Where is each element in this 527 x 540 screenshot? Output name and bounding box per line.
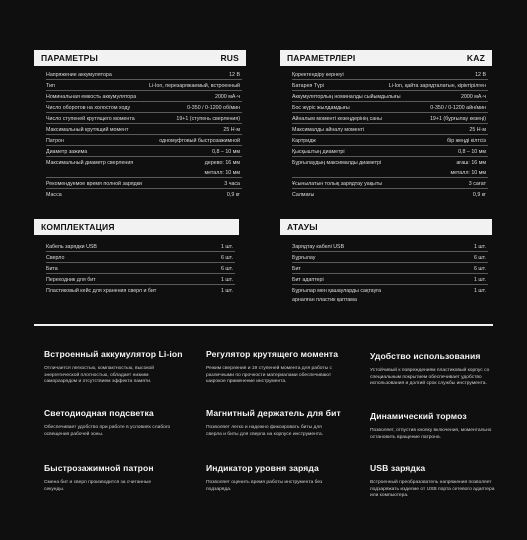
spec-row (34, 104, 246, 113)
spec-value: 19+1 (бұрғылау кезеңі) (429, 116, 486, 122)
spec-value: 12 В (475, 72, 486, 78)
spec-row (34, 169, 246, 178)
feature-desc: Позволяет легко и надежно фиксировать биты для сверла и биты для сверла на корпусе инструмента. (206, 425, 324, 437)
spec-row (34, 93, 246, 102)
kit-kaz-title: АТАУЫ (287, 222, 318, 232)
feature-desc: Смена бит и сверл производится за считанные секунды. (44, 480, 152, 492)
spec-row (280, 104, 492, 113)
spec-value: 0-350 / 0-1200 айн/мин (430, 105, 486, 111)
specs-kaz-title: ПАРАМЕТРЛЕРІ (287, 53, 356, 63)
kit-label: Бит (292, 266, 301, 272)
section-divider (34, 324, 493, 326)
feature-desc: Отличается легкостью, компактностью, высокой энергетической плотностью, обладает низким саморазрядом и отсутствием эффекта памяти. (44, 366, 154, 384)
kit-label: арналған пластик қаптама (292, 297, 357, 303)
feature-quick-chuck (44, 463, 194, 493)
spec-value: 2000 мА·ч (215, 94, 240, 100)
kit-value: 1 шт. (221, 288, 233, 294)
spec-value: 3 часа (224, 181, 240, 187)
kit-rus-panel (34, 219, 239, 299)
spec-row (280, 180, 492, 189)
feature-charge-indicator (206, 463, 356, 493)
specs-rus-panel (34, 50, 246, 200)
feature-title: Магнитный держатель для бит (206, 408, 341, 418)
spec-label: Диаметр зажима (46, 149, 88, 155)
kit-value: 1 шт. (474, 244, 486, 250)
spec-value: 12 В (229, 72, 240, 78)
kit-label: Бита (46, 266, 58, 272)
spec-label: Напряжение аккумулятора (46, 72, 112, 78)
spec-value: 2000 мА·ч (461, 94, 486, 100)
kit-row (280, 254, 492, 263)
spec-row (280, 148, 492, 157)
specs-rus-title: ПАРАМЕТРЫ (41, 53, 99, 63)
specs-rus-header (34, 50, 246, 66)
spec-row (280, 115, 492, 124)
feature-li-ion-battery (44, 349, 194, 386)
spec-value: одномуфтовый быстрозажимной (159, 138, 240, 144)
spec-label: Батарея Түрі (292, 83, 324, 89)
kit-row (280, 243, 492, 252)
feature-title: Быстрозажимной патрон (44, 463, 154, 473)
spec-row (34, 159, 246, 168)
spec-row (280, 71, 492, 80)
feature-title: Встроенный аккумулятор Li-ion (44, 349, 183, 359)
kit-row (34, 243, 239, 252)
kit-label: Сверло (46, 255, 65, 261)
feature-desc: Позволяет оценить время работы инструмента без подзаряда. (206, 480, 323, 492)
kit-label: Кабель зарядки USB (46, 244, 97, 250)
spec-label: Қоректендіру кернеуі (292, 72, 344, 78)
spec-value: 0-350 / 0-1200 об/мин (187, 105, 240, 111)
feature-desc: Устойчивый к повреждениям пластиковый корпус со специальным покрытием обеспечивает удобство использования и долгий срок службы инструмента. (370, 368, 490, 386)
spec-label: Ұсынылатын толық зарядтау уақыты (292, 181, 383, 187)
feature-led-light (44, 408, 194, 438)
feature-title: USB зарядка (370, 463, 426, 473)
feature-title: Регулятор крутящего момента (206, 349, 339, 359)
feature-desc: Позволяет, отпустив кнопку включения, моментально остановить вращение патрона. (370, 428, 492, 440)
spec-value: 3 сағат (468, 181, 486, 187)
spec-label: Қысқыштың диаметрі (292, 149, 345, 155)
spec-label: Патрон (46, 138, 64, 144)
kit-label: Переходник для бит (46, 277, 96, 283)
feature-desc: Встроенный преобразователь напряжения позволяет подзаряжать изделие от USB порта сетевого адаптера или компьютера. (370, 480, 495, 498)
feature-desc: Режим сверления и 19 ступеней момента для работы с различными по прочности материалами обеспечивают широкое применение инструмента. (206, 366, 332, 384)
feature-title: Индикатор уровня заряда (206, 463, 319, 473)
spec-row (34, 82, 246, 91)
kit-label: Зарядтау кабелі USB (292, 244, 345, 250)
kit-row (280, 287, 492, 296)
spec-row (34, 191, 246, 200)
feature-ease-of-use (370, 351, 520, 388)
spec-value: ағаш: 16 мм (456, 160, 486, 166)
spec-row (280, 93, 492, 102)
feature-title: Светодиодная подсветка (44, 408, 154, 418)
feature-torque-regulator (206, 349, 356, 386)
kit-value: 6 шт. (221, 266, 233, 272)
feature-title: Удобство использования (370, 351, 481, 361)
kit-label: Бұрғылау (292, 255, 316, 261)
spec-row (280, 137, 492, 146)
feature-dynamic-brake (370, 411, 520, 441)
spec-value: 25 Н·м (223, 127, 240, 133)
kit-row (34, 254, 239, 263)
kit-kaz-header (280, 219, 492, 235)
spec-value: 0,8 – 10 мм (212, 149, 240, 155)
spec-row (280, 191, 492, 200)
kit-row (280, 265, 492, 274)
kit-row (280, 296, 492, 305)
feature-title: Динамический тормоз (370, 411, 467, 421)
kit-row (34, 265, 239, 274)
kit-kaz-panel (280, 219, 492, 309)
spec-row (280, 169, 492, 178)
spec-value: 25 Н·м (469, 127, 486, 133)
kit-value: 1 шт. (221, 277, 233, 283)
spec-label: Максимальный диаметр сверления (46, 160, 134, 166)
spec-label: Число ступеней крутящего момента (46, 116, 135, 122)
spec-label: Бос жүріс жылдамдығы (292, 105, 350, 111)
spec-row (280, 159, 492, 168)
spec-label: Аккумуляторлың номиналды сыйымдылығы (292, 94, 401, 100)
spec-value: Li-Ion, қайта зарядталатын, кіріктірілген (388, 83, 486, 89)
kit-label: Бит адаптері (292, 277, 324, 283)
feature-usb-charging (370, 463, 520, 500)
kit-value: 6 шт. (474, 255, 486, 261)
kit-row (34, 276, 239, 285)
spec-row (34, 137, 246, 146)
spec-label: Тип (46, 83, 55, 89)
spec-value: металл: 10 мм (204, 170, 240, 176)
kit-row (280, 276, 492, 285)
spec-row (280, 126, 492, 135)
spec-label: Бұрғылаудың максималды диаметрі (292, 160, 382, 166)
spec-value: 19+1 (ступень сверления) (176, 116, 240, 122)
spec-row (280, 82, 492, 91)
kit-value: 1 шт. (474, 288, 486, 294)
spec-value: дерево: 16 мм (204, 160, 240, 166)
spec-label: Салмағы (292, 192, 315, 198)
spec-label: Максималды айналу моменті (292, 127, 365, 133)
spec-row (34, 115, 246, 124)
spec-label: Максимальный крутящий момент (46, 127, 129, 133)
specs-kaz-panel (280, 50, 492, 200)
spec-value: металл: 10 мм (450, 170, 486, 176)
kit-rus-title: КОМПЛЕКТАЦИЯ (41, 222, 115, 232)
spec-label: Номинальная емкость аккумулятора (46, 94, 137, 100)
spec-value: 0,9 кг (472, 192, 486, 198)
specs-kaz-lang: KAZ (466, 53, 485, 63)
spec-label: Рекомендуемое время полной зарядки (46, 181, 142, 187)
kit-label: Бұрғылар мен қашауларды сақтауға (292, 288, 382, 294)
spec-label: Айналым моменті кезеңдерінің саны (292, 116, 382, 122)
spec-value: бір жеңді кілтсіз (447, 138, 486, 144)
spec-label: Масса (46, 192, 62, 198)
specs-rus-lang: RUS (220, 53, 239, 63)
feature-magnetic-bit-holder (206, 408, 356, 438)
spec-row (34, 148, 246, 157)
spec-label: Число оборотов на холостом ходу (46, 105, 131, 111)
kit-label: Пластиковый кейс для хранения сверл и бит (46, 288, 157, 294)
kit-value: 6 шт. (221, 255, 233, 261)
specs-kaz-header (280, 50, 492, 66)
kit-value: 1 шт. (474, 277, 486, 283)
kit-row (34, 287, 239, 296)
feature-desc: Обеспечивает удобство при работе в условиях слабого освещения рабочей зоны. (44, 425, 171, 437)
kit-value: 1 шт. (221, 244, 233, 250)
spec-value: 0,8 – 10 мм (458, 149, 486, 155)
spec-row (34, 180, 246, 189)
spec-label: Картридж (292, 138, 316, 144)
spec-row (34, 71, 246, 80)
spec-value: Li-Ion, перезаряжаемый, встроенный (149, 83, 240, 89)
kit-value: 6 шт. (474, 266, 486, 272)
kit-rus-header (34, 219, 239, 235)
spec-value: 0,9 кг (226, 192, 240, 198)
spec-row (34, 126, 246, 135)
